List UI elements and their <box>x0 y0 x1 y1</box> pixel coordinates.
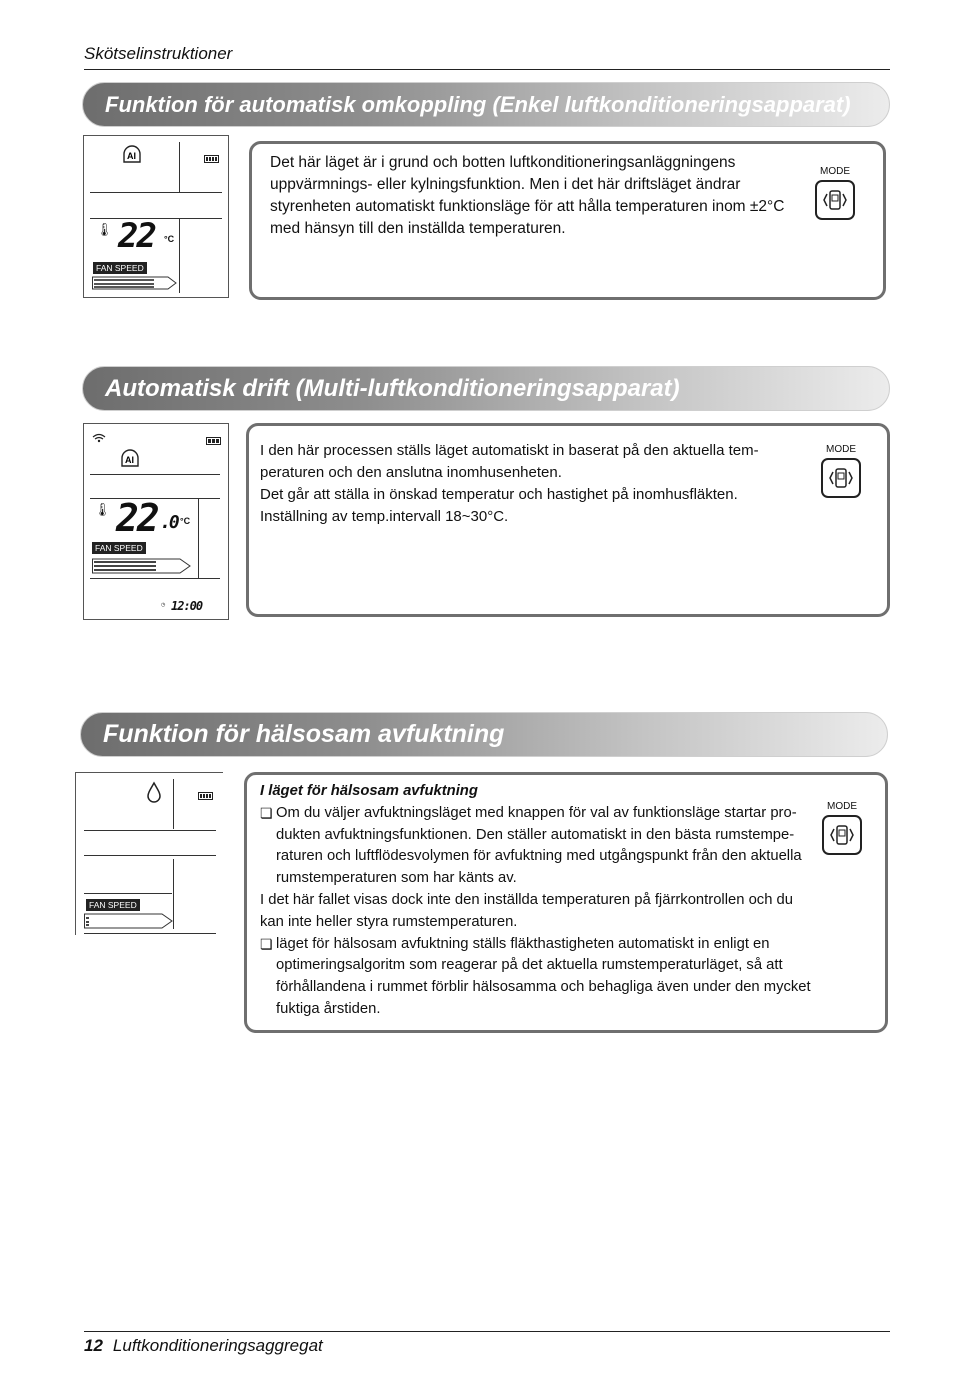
checkbox-bullet-icon: ❏ <box>260 935 273 952</box>
wifi-icon <box>92 430 106 448</box>
checkbox-bullet-icon: ❏ <box>260 804 273 821</box>
paragraph-line: peraturen och den anslutna inomhusenheten. <box>260 464 562 481</box>
display-divider <box>90 218 222 219</box>
header-divider <box>84 69 890 70</box>
temperature-value: 22 <box>116 496 158 540</box>
fan-speed-bar <box>92 558 192 579</box>
display-divider <box>90 192 222 193</box>
mode-icon <box>821 186 849 214</box>
display-divider <box>84 893 172 894</box>
bullet-item <box>260 803 816 890</box>
bullet-item <box>260 934 816 1021</box>
section-text-box <box>249 141 886 300</box>
svg-text:AI: AI <box>127 151 136 161</box>
display-divider <box>84 855 216 856</box>
fan-speed-label: FAN SPEED <box>92 542 146 554</box>
page-number: 12 <box>84 1336 103 1355</box>
section-text-box <box>244 772 888 1033</box>
fan-speed-label: FAN SPEED <box>86 899 140 911</box>
ai-mode-icon <box>118 448 142 475</box>
thermometer-icon: 🌡 <box>94 502 111 517</box>
bullet-text: läget för hälsosam avfuktning ställs fläkthastigheten automatiskt in enligt en optimeringsalgoritm som reagerar på det aktuella rumstemperaturläget, så att förhållandena i rummet förblir hälsosamma och behagliga även under den mycket fuktiga årstiden. <box>276 935 811 1017</box>
mode-label: MODE <box>827 801 857 812</box>
clock-icon: ◷ <box>161 602 166 608</box>
temperature-unit: °C <box>180 516 191 526</box>
section-banner-dehumidify <box>80 712 888 757</box>
fan-speed-label: FAN SPEED <box>93 262 147 274</box>
section-paragraphs <box>260 440 810 528</box>
section-title: Automatisk drift (Multi-luftkonditioneringsapparat) <box>105 374 680 402</box>
battery-icon <box>206 432 222 450</box>
section-content <box>260 781 816 1021</box>
section-paragraph: Det här läget är i grund och botten luftkonditioneringsanläggningens uppvärmnings- eller kylningsfunktion. Men i det här driftsläget ändrar styrenheten automatiskt funktionsläge för att hålla temperaturen inom ±2°C med hänsyn till den inställda temperaturen. <box>270 154 785 237</box>
section-banner-auto-multi <box>82 366 890 411</box>
display-divider <box>179 142 180 192</box>
footer-title: Luftkonditioneringsaggregat <box>112 1336 323 1355</box>
paragraph-line: I den här processen ställs läget automatiskt in baserat på den aktuella tem- <box>260 442 759 459</box>
display-divider <box>179 218 180 293</box>
section-text-box <box>246 423 890 617</box>
mode-label: MODE <box>820 166 850 177</box>
mode-label: MODE <box>826 444 856 455</box>
bullet-text: Om du väljer avfuktningsläget med knappen för val av funktionsläge startar pro-dukten avfuktningsfunktionen. Den ställer automatiskt in den bästa rumstempe-raturen och luftflödesvolymen för avfuktning med utgångspunkt från den aktuella rumstemperaturen som har känts av. <box>276 804 802 887</box>
temperature-unit: °C <box>164 234 175 244</box>
footer-divider <box>84 1331 890 1332</box>
droplet-icon <box>146 781 162 808</box>
section-banner-auto-switch <box>82 82 890 127</box>
mode-button <box>815 180 855 220</box>
section-subtitle: I läget för hälsosam avfuktning <box>260 783 478 799</box>
display-divider <box>90 474 220 475</box>
mode-icon <box>827 464 855 492</box>
temperature-decimal: .0 <box>160 512 178 533</box>
svg-text:AI: AI <box>125 455 134 465</box>
remote-display <box>83 423 229 620</box>
mode-icon <box>828 821 856 849</box>
page-footer <box>84 1336 323 1356</box>
mode-button-illustration <box>816 444 866 498</box>
remote-display <box>75 772 223 935</box>
display-divider <box>173 779 174 829</box>
ai-mode-icon <box>120 144 144 171</box>
mode-button <box>821 458 861 498</box>
paragraph-line: Inställning av temp.intervall 18~30°C. <box>260 508 509 525</box>
mode-button-illustration <box>817 801 867 855</box>
display-divider <box>198 498 199 578</box>
temperature-value: 22 <box>118 216 155 256</box>
section-title: Funktion för automatisk omkoppling (Enkel luftkonditioneringsapparat) <box>105 91 851 117</box>
mode-button <box>822 815 862 855</box>
note-paragraph: I det här fallet visas dock inte den inställda temperaturen på fjärrkontrollen och du kan inte heller styra rumstemperaturen. <box>260 891 793 930</box>
section-title: Funktion för hälsosam avfuktning <box>103 720 505 748</box>
paragraph-line: Det går att ställa in önskad temperatur och hastighet på inomhusfläkten. <box>260 486 738 503</box>
mode-button-illustration <box>810 166 860 220</box>
clock-display: 12:00 <box>171 599 203 613</box>
display-divider <box>84 830 216 831</box>
battery-icon <box>204 150 220 168</box>
battery-icon <box>198 787 214 805</box>
thermometer-icon: 🌡 <box>96 222 113 237</box>
fan-speed-bar <box>84 913 174 934</box>
remote-display <box>83 135 229 298</box>
page-header-title: Skötselinstruktioner <box>84 44 233 63</box>
fan-speed-bar <box>92 276 178 295</box>
